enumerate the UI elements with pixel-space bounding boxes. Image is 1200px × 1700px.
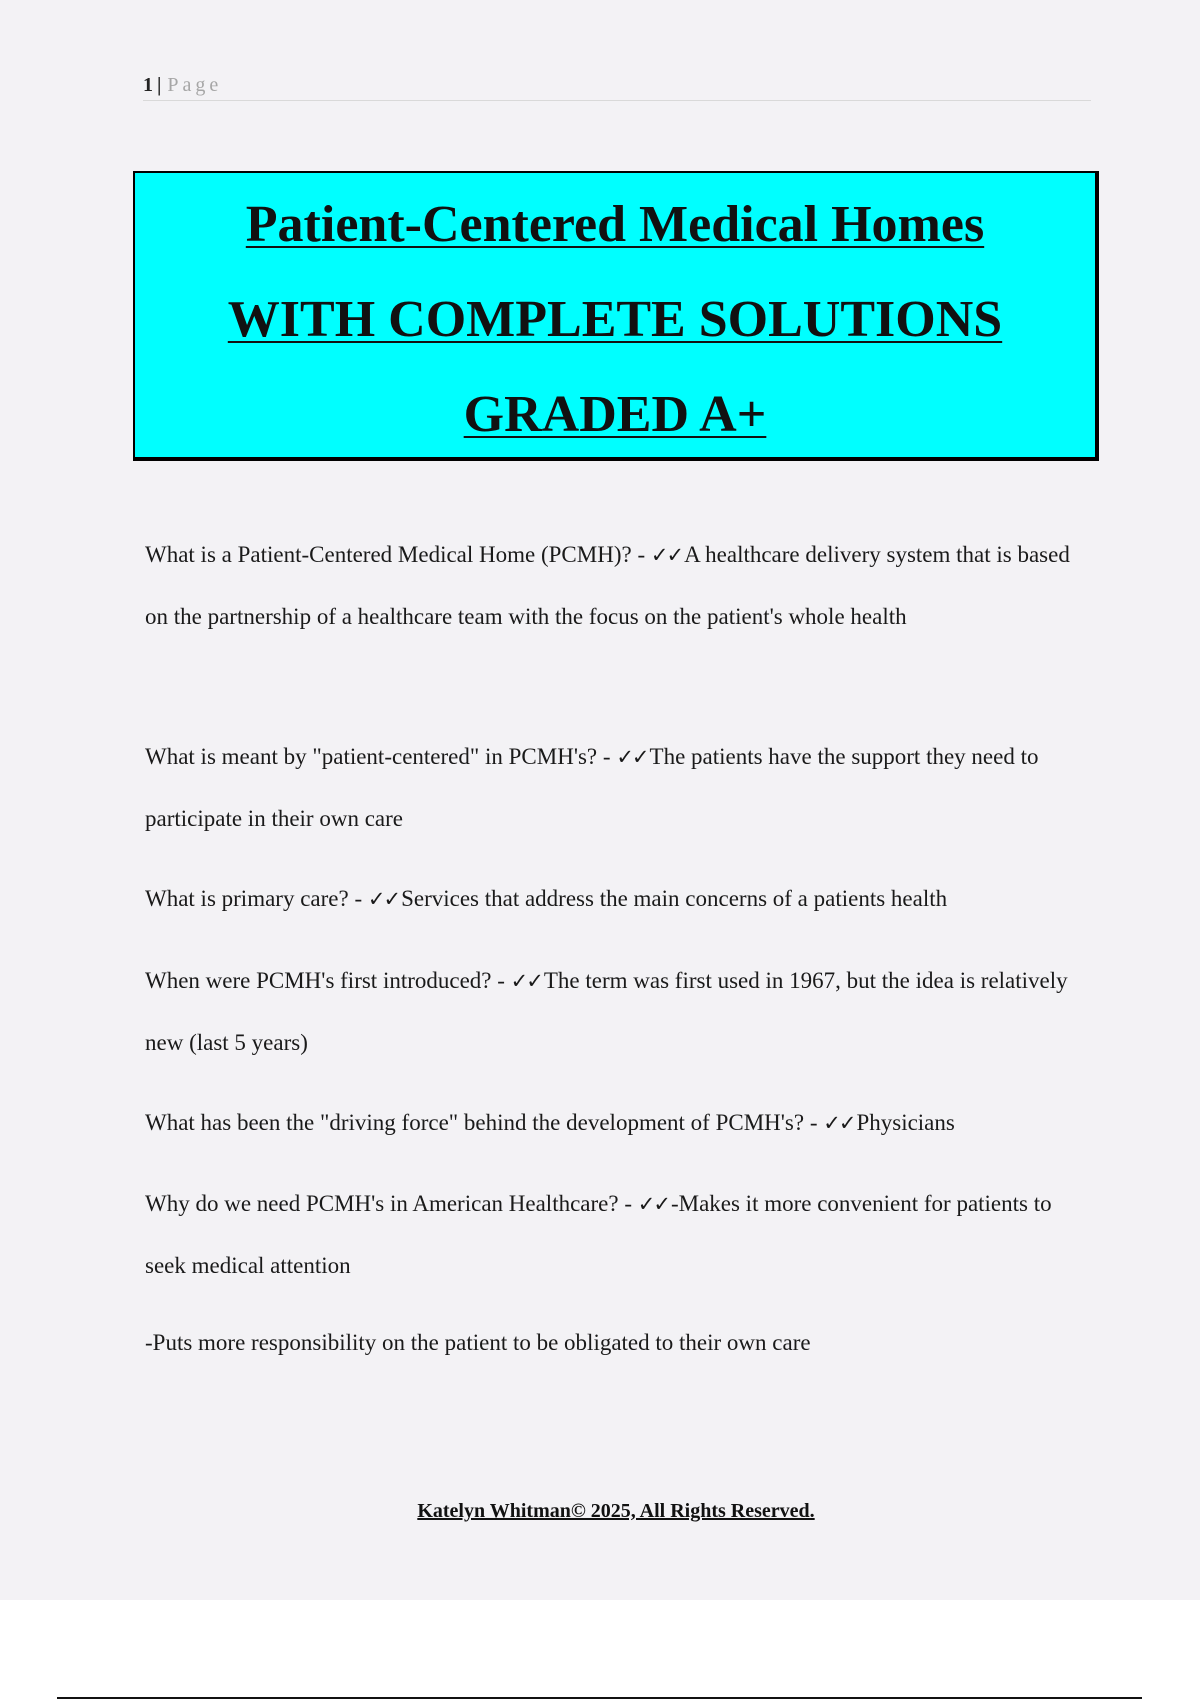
qa-item-3 bbox=[145, 868, 1090, 930]
answer-text: -Makes it more convenient for patients to seek medical attention bbox=[145, 1191, 1052, 1278]
qa-extra-line: -Puts more responsibility on the patient to be obligated to their own care bbox=[145, 1330, 811, 1355]
qa-item-5 bbox=[145, 1092, 1090, 1154]
page-number: 1 bbox=[143, 74, 153, 96]
answer-text: Services that address the main concerns of a patients health bbox=[401, 886, 948, 911]
title-box bbox=[133, 171, 1099, 461]
question-text: Why do we need PCMH's in American Healthcare? - bbox=[145, 1191, 638, 1216]
question-text: What is a Patient-Centered Medical Home (PCMH)? - bbox=[145, 542, 651, 567]
qa-item-1 bbox=[145, 524, 1090, 648]
title-line-1: Patient-Centered Medical Homes bbox=[245, 196, 985, 253]
question-text: What has been the "driving force" behind the development of PCMH's? - bbox=[145, 1110, 824, 1135]
answer-text: The term was first used in 1967, but the idea is relatively new (last 5 years) bbox=[145, 968, 1068, 1055]
double-check-icon: ✓✓ bbox=[650, 543, 683, 567]
double-check-icon: ✓✓ bbox=[616, 745, 648, 769]
double-check-icon: ✓✓ bbox=[637, 1192, 669, 1216]
page-label: Page bbox=[167, 74, 223, 96]
qa-item-6 bbox=[145, 1173, 1090, 1297]
bottom-divider bbox=[57, 1697, 1142, 1699]
double-check-icon: ✓✓ bbox=[823, 1111, 855, 1135]
copyright-footer: Katelyn Whitman© 2025, All Rights Reserved. bbox=[417, 1500, 815, 1522]
double-check-icon: ✓✓ bbox=[367, 887, 400, 911]
header-separator: | bbox=[157, 74, 162, 96]
answer-text: The patients have the support they need to participate in their own care bbox=[145, 744, 1039, 831]
title-line-3: GRADED A+ bbox=[463, 386, 767, 443]
answer-text: Physicians bbox=[856, 1110, 955, 1135]
question-text: What is meant by "patient-centered" in PCMH's? - bbox=[145, 744, 617, 769]
question-text: What is primary care? - bbox=[145, 886, 368, 911]
qa-item-4 bbox=[145, 950, 1090, 1074]
double-check-icon: ✓✓ bbox=[510, 969, 542, 993]
title-line-2: WITH COMPLETE SOLUTIONS bbox=[227, 291, 1003, 348]
answer-text: A healthcare delivery system that is based on the partnership of a healthcare team with the focus on the patient's whole health bbox=[145, 542, 1070, 629]
qa-item-2 bbox=[145, 726, 1090, 850]
page-header bbox=[143, 72, 1091, 101]
question-text: When were PCMH's first introduced? - bbox=[145, 968, 511, 993]
